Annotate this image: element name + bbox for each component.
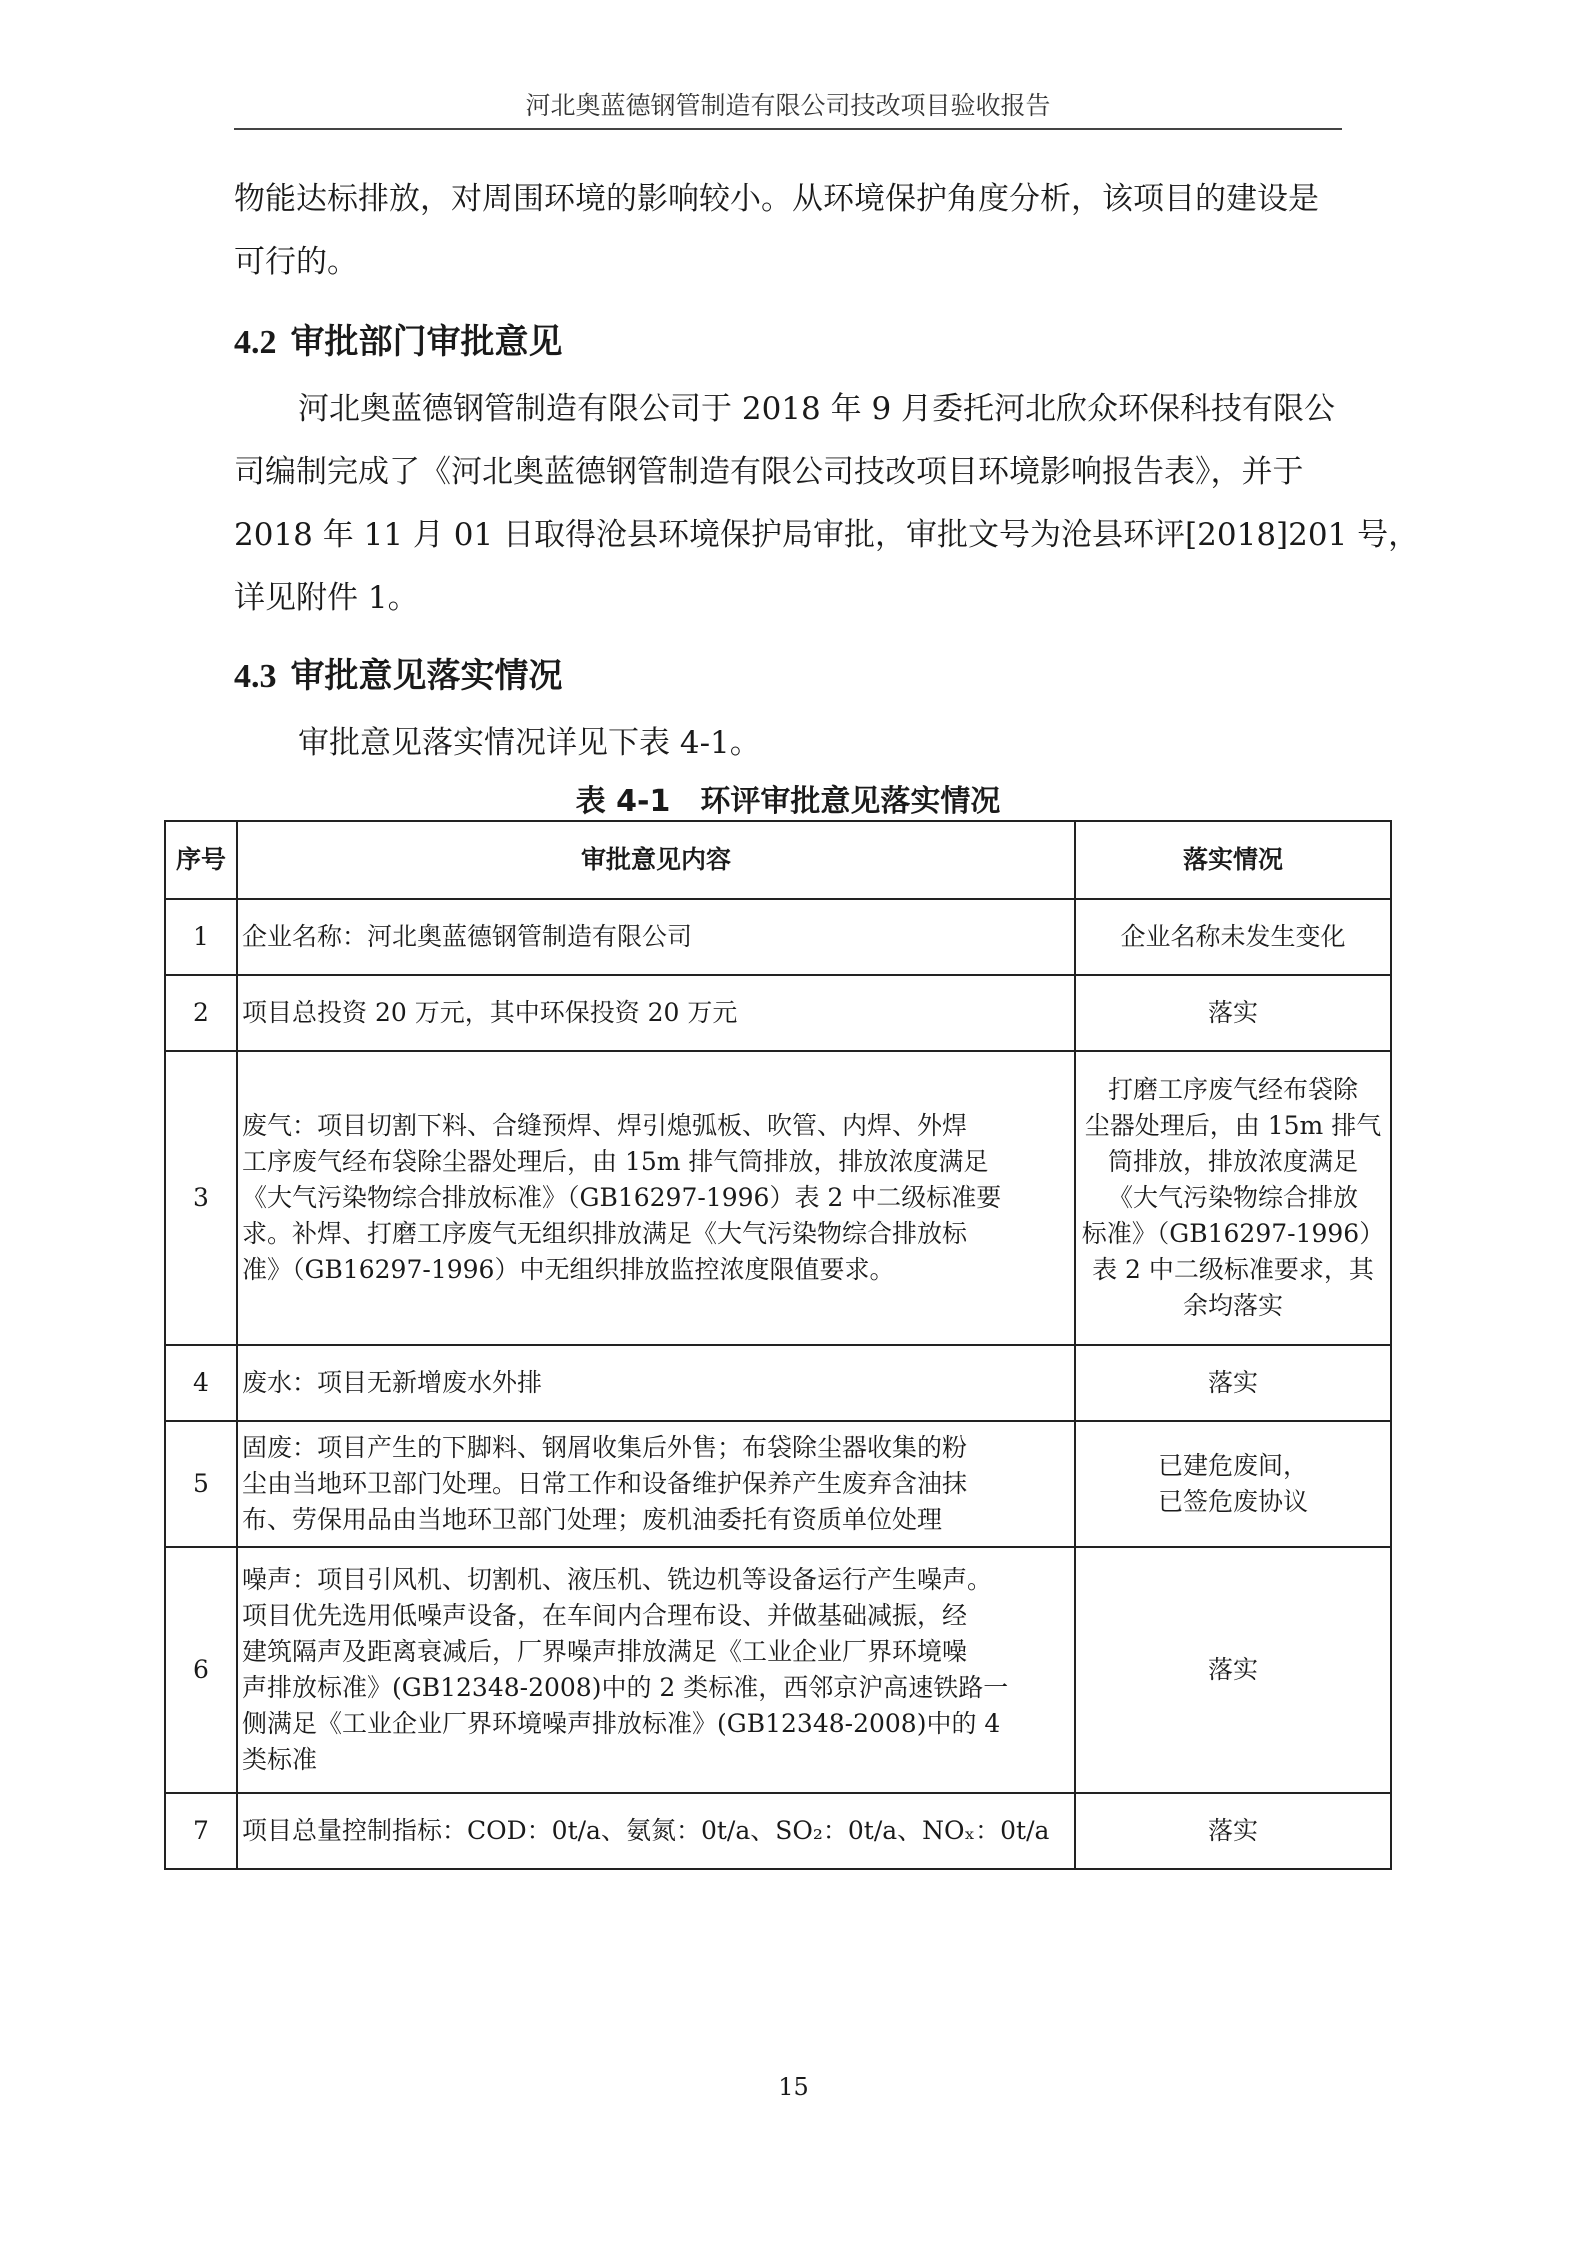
status-line: 《大气污染物综合排放	[1107, 1183, 1358, 1212]
table-row	[165, 1345, 1391, 1421]
header-status: 落实情况	[1075, 821, 1391, 899]
row-status	[1075, 1051, 1391, 1345]
status-line: 尘器处理后，由 15m 排气	[1084, 1111, 1382, 1140]
row-status	[1075, 1793, 1391, 1869]
content-line: 固废：项目产生的下脚料、钢屑收集后外售；布袋除尘器收集的粉	[242, 1433, 968, 1462]
content-line: 废水：项目无新增废水外排	[242, 1368, 543, 1397]
row-number: 3	[165, 1051, 237, 1345]
row-number: 6	[165, 1547, 237, 1793]
row-content	[237, 975, 1075, 1051]
row-number: 7	[165, 1793, 237, 1869]
status-line: 已建危废间，	[1157, 1451, 1308, 1480]
table-body	[165, 899, 1391, 1869]
table-row	[165, 899, 1391, 975]
content-line: 求。补焊、打磨工序废气无组织排放满足《大气污染物综合排放标	[242, 1219, 968, 1248]
section-number: 4.3	[234, 658, 277, 695]
row-content	[237, 1051, 1075, 1345]
content-line: 噪声：项目引风机、切割机、液压机、铣边机等设备运行产生噪声。	[242, 1565, 993, 1594]
table-caption: 表 4-1 环评审批意见落实情况	[575, 784, 1001, 819]
section-title: 审批意见落实情况	[290, 656, 563, 696]
status-line: 余均落实	[1182, 1291, 1283, 1320]
section-heading-4-2	[234, 314, 563, 363]
content-line: 类标准	[242, 1745, 318, 1774]
content-line: 项目优先选用低噪声设备，在车间内合理布设、并做基础减振，经	[242, 1601, 968, 1630]
paragraph-line: 2018 年 11 月 01 日取得沧县环境保护局审批，审批文号为沧县环评[2018]201 号，	[234, 517, 1420, 553]
content-line: 废气：项目切割下料、合缝预焊、焊引熄弧板、吹管、内焊、外焊	[242, 1111, 968, 1140]
approval-table	[164, 820, 1392, 1870]
intro-line: 物能达标排放，对周围环境的影响较小。从环境保护角度分析，该项目的建设是	[234, 181, 1319, 217]
table-header-row	[165, 821, 1391, 899]
row-status	[1075, 1421, 1391, 1547]
table-row	[165, 1793, 1391, 1869]
section-number: 4.2	[234, 324, 277, 361]
row-content	[237, 1547, 1075, 1793]
content-line: 布、劳保用品由当地环卫部门处理；废机油委托有资质单位处理	[242, 1505, 943, 1534]
content-line: 声排放标准》(GB12348-2008)中的 2 类标准，西邻京沪高速铁路一	[242, 1673, 1009, 1702]
row-content	[237, 1793, 1075, 1869]
row-content	[237, 1421, 1075, 1547]
header-rule	[234, 128, 1342, 130]
section-title: 审批部门审批意见	[290, 322, 563, 362]
row-number: 4	[165, 1345, 237, 1421]
intro-paragraph	[234, 168, 1342, 294]
row-number: 2	[165, 975, 237, 1051]
content-line: 项目总投资 20 万元，其中环保投资 20 万元	[242, 998, 738, 1027]
status-line: 落实	[1207, 1655, 1258, 1684]
row-number: 1	[165, 899, 237, 975]
content-line: 工序废气经布袋除尘器处理后，由 15m 排气筒排放，排放浓度满足	[242, 1147, 989, 1176]
content-line: 建筑隔声及距离衰减后，厂界噪声排放满足《工业企业厂界环境噪	[242, 1637, 968, 1666]
table-row	[165, 1421, 1391, 1547]
section-heading-4-3	[234, 648, 563, 697]
paragraph-line: 详见附件 1。	[234, 580, 419, 616]
table-row	[165, 1547, 1391, 1793]
content-line: 侧满足《工业企业厂界环境噪声排放标准》(GB12348-2008)中的 4	[242, 1709, 1001, 1738]
table-row	[165, 1051, 1391, 1345]
status-line: 落实	[1207, 1816, 1258, 1845]
status-line: 落实	[1207, 1368, 1258, 1397]
status-line: 表 2 中二级标准要求，其	[1092, 1255, 1374, 1284]
header-no: 序号	[165, 821, 237, 899]
row-status	[1075, 1345, 1391, 1421]
content-line: 尘由当地环卫部门处理。日常工作和设备维护保养产生废弃含油抹	[242, 1469, 968, 1498]
status-line: 企业名称未发生变化	[1120, 922, 1346, 951]
header-content: 审批意见内容	[237, 821, 1075, 899]
status-line: 已签危废协议	[1157, 1487, 1308, 1516]
content-line: 项目总量控制指标：COD：0t/a、氨氮：0t/a、SO₂：0t/a、NOₓ：0t/a	[242, 1816, 1050, 1845]
status-line: 标准》（GB16297-1996）	[1081, 1219, 1385, 1248]
row-status	[1075, 899, 1391, 975]
table-row	[165, 975, 1391, 1051]
row-status	[1075, 975, 1391, 1051]
row-status	[1075, 1547, 1391, 1793]
content-line: 准》（GB16297-1996）中无组织排放监控浓度限值要求。	[242, 1255, 895, 1284]
row-number: 5	[165, 1421, 237, 1547]
running-header: 河北奥蓝德钢管制造有限公司技改项目验收报告	[525, 91, 1051, 120]
row-content	[237, 1345, 1075, 1421]
paragraph-line: 司编制完成了《河北奥蓝德钢管制造有限公司技改项目环境影响报告表》，并于	[234, 454, 1304, 490]
intro-line: 可行的。	[234, 244, 358, 280]
status-line: 筒排放，排放浓度满足	[1107, 1147, 1358, 1176]
paragraph-line: 河北奥蓝德钢管制造有限公司于 2018 年 9 月委托河北欣众环保科技有限公	[298, 391, 1336, 427]
status-line: 落实	[1207, 998, 1258, 1027]
paragraph-line: 审批意见落实情况详见下表 4-1。	[298, 725, 761, 761]
page-number: 15	[778, 2073, 809, 2101]
row-content	[237, 899, 1075, 975]
section-4-3-paragraph	[234, 712, 1342, 775]
content-line: 《大气污染物综合排放标准》（GB16297-1996）表 2 中二级标准要	[242, 1183, 1002, 1212]
status-line: 打磨工序废气经布袋除	[1107, 1075, 1358, 1104]
content-line: 企业名称：河北奥蓝德钢管制造有限公司	[242, 922, 693, 951]
section-4-2-paragraph	[234, 378, 1420, 630]
